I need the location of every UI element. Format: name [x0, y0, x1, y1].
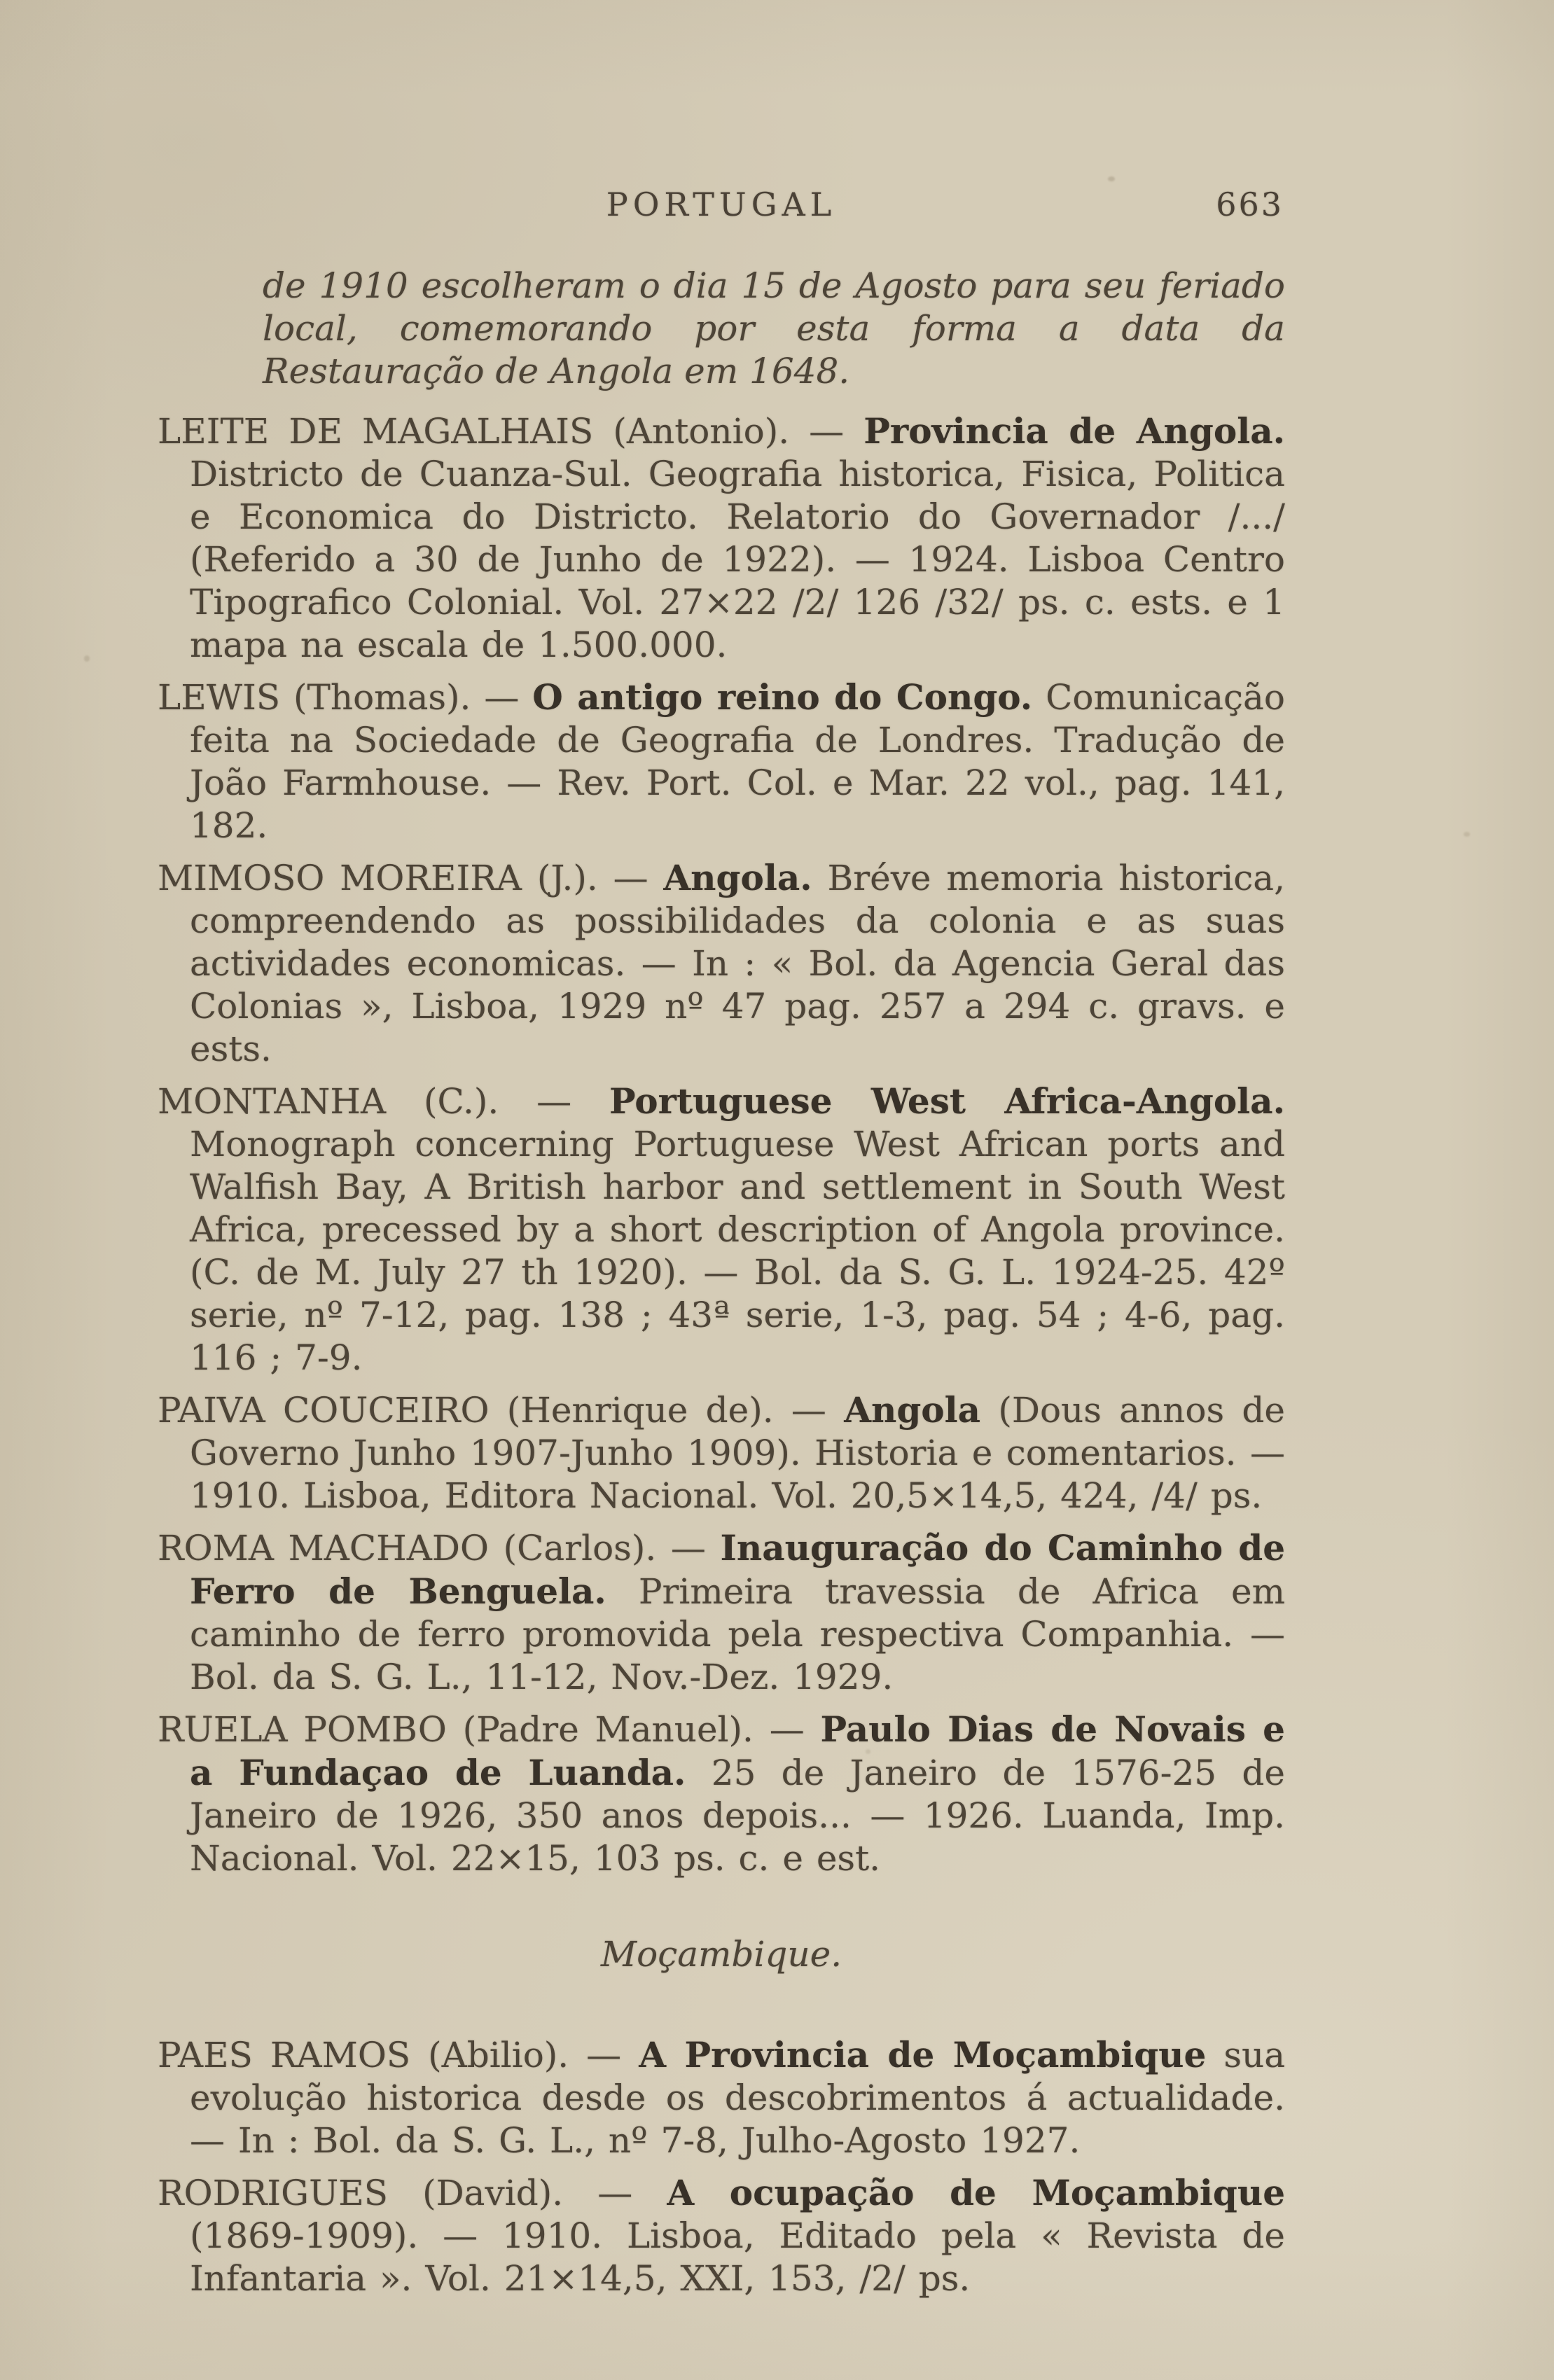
entry-title: Angola [844, 1389, 981, 1431]
scan-speck [84, 655, 90, 662]
entry-text: Bréve memoria historica, compreendendo as possibilidades da colonia e as suas actividades economicas. — In : « Bol. da Agencia Geral das Colonias », Lisboa, 1929 nº 47 pag. 257 a 294 c. gravs. e ests. [190, 858, 1285, 1069]
bibliography-entry-lewis [158, 676, 1285, 847]
entry-author: RODRIGUES (David). — [158, 2173, 667, 2213]
entry-title: A Provincia de Moçambique [639, 2034, 1207, 2075]
entry-title: A ocupação de Moçambique [667, 2172, 1285, 2213]
scan-speck [1464, 832, 1470, 837]
entry-text: 25 de Janeiro de 1576-25 de Janeiro de 1926, 350 anos depois... — 1926. Luanda, Imp. Nacional. Vol. 22×15, 103 ps. c. e est. [190, 1753, 1285, 1879]
entry-text: Districto de Cuanza-Sul. Geografia historica, Fisica, Politica e Economica do Districto. Relatorio do Governador /.../ (Referido a 30 de Junho de 1922). — 1924. Lisboa Centro Tipografico Colonial. Vol. 27×22 /2/ 126 /32/ ps. c. ests. e 1 mapa na escala de 1.500.000. [190, 454, 1285, 665]
bibliography-entry-mimoso-moreira [158, 856, 1285, 1071]
entry-author: MONTANHA (C.). — [158, 1081, 609, 1122]
entry-text: Primeira travessia de Africa em caminho de ferro promovida pela respectiva Companhia. — Bol. da S. G. L., 11-12, Nov.-Dez. 1929. [190, 1571, 1285, 1697]
entry-author: MIMOSO MOREIRA (J.). — [158, 858, 664, 898]
section-mocambique [158, 2033, 1285, 2300]
entry-author: LEITE DE MAGALHAIS (Antonio). — [158, 411, 864, 452]
scan-speck [1108, 176, 1115, 181]
entry-author: LEWIS (Thomas). — [158, 677, 533, 718]
entry-title: Provincia de Angola. [863, 410, 1285, 452]
entry-author: PAES RAMOS (Abilio). — [158, 2035, 639, 2075]
intro-paragraph: de 1910 escolheram o dia 15 de Agosto para seu feriado local, comemorando por esta forma a data da Restauração de Angola em 1648. [263, 265, 1285, 391]
bibliography-entry-paiva-couceiro [158, 1389, 1285, 1517]
entry-author: PAIVA COUCEIRO (Henrique de). — [158, 1390, 845, 1431]
running-title: PORTUGAL [606, 186, 837, 223]
bibliography-entry-rodrigues [158, 2171, 1285, 2300]
entry-title: Angola. [663, 857, 812, 898]
entry-text: Monograph concerning Portuguese West African ports and Walfish Bay, A British harbor and settlement in South West Africa, precessed by a short description of Angola province. (C. de M. July 27 th 1920). — Bol. da S. G. L. 1924-25. 42º serie, nº 7-12, pag. 138 ; 43ª serie, 1-3, pag. 54 ; 4-6, pag. 116 ; 7-9. [190, 1124, 1285, 1378]
section-angola [158, 410, 1285, 1880]
entry-title: Portuguese West Africa-Angola. [609, 1080, 1285, 1122]
bibliography-entry-paes-ramos [158, 2033, 1285, 2162]
entry-text: Comunicação feita na Sociedade de Geografia de Londres. Tradução de João Farmhouse. — Rev. Port. Col. e Mar. 22 vol., pag. 141, 182. [190, 677, 1285, 846]
entry-title: Paulo Dias de Novais e a Fundaçao de Luanda. [190, 1709, 1285, 1793]
bibliography-entry-montanha [158, 1080, 1285, 1379]
bibliography-entry-leite-de-magalhais [158, 410, 1285, 667]
bibliography-entry-roma-machado [158, 1526, 1285, 1699]
entry-author: ROMA MACHADO (Carlos). — [158, 1528, 721, 1568]
page-header [158, 188, 1285, 224]
text-block [158, 188, 1285, 2309]
bibliography-entry-ruela-pombo [158, 1708, 1285, 1880]
entry-text: (1869-1909). — 1910. Lisboa, Editado pela « Revista de Infantaria ». Vol. 21×14,5, XXI, 153, /2/ ps. [190, 2215, 1285, 2299]
page-number: 663 [1216, 186, 1284, 223]
entry-text: sua evolução historica desde os descobrimentos á actualidade. — In : Bol. da S. G. L., nº 7-8, Julho-Agosto 1927. [190, 2035, 1285, 2161]
entry-title: O antigo reino do Congo. [532, 676, 1033, 718]
section-heading-mocambique: Moçambique. [600, 1934, 842, 1975]
entry-author: RUELA POMBO (Padre Manuel). — [158, 1709, 821, 1750]
entry-title: Inauguração do Caminho de Ferro de Benguela. [190, 1527, 1286, 1612]
entry-text: (Dous annos de Governo Junho 1907-Junho 1909). Historia e comentarios. — 1910. Lisboa, Editora Nacional. Vol. 20,5×14,5, 424, /4/ ps. [190, 1390, 1286, 1516]
